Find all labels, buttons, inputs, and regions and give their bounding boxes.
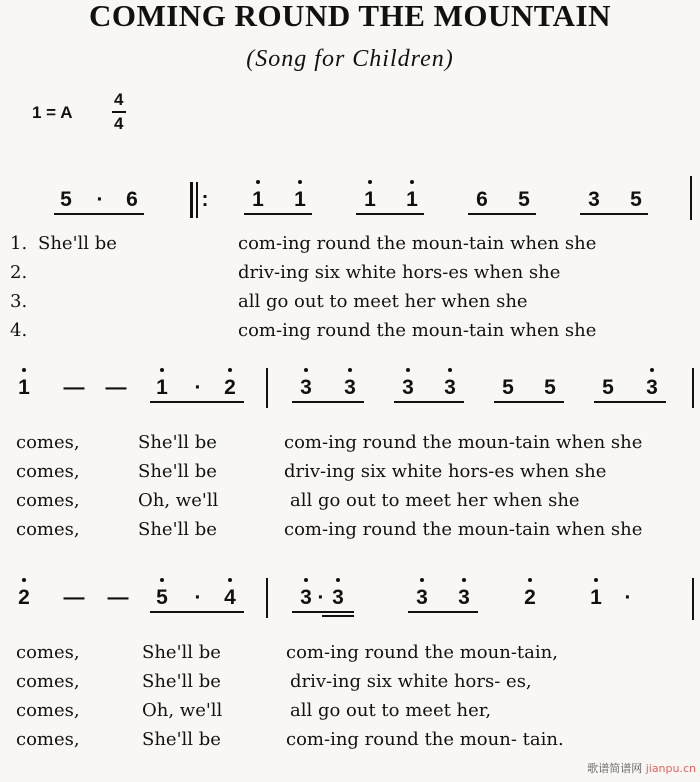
lyric-word: comes, — [16, 642, 80, 663]
lyric-word: comes, — [16, 729, 80, 750]
lyric-word: comes, — [16, 700, 80, 721]
high-octave-dot — [462, 578, 466, 582]
note: 3 — [646, 376, 658, 399]
note: 5 — [518, 188, 530, 211]
high-octave-dot — [594, 578, 598, 582]
lyric-word: She'll be — [138, 461, 217, 482]
dot-note: · — [624, 586, 632, 609]
high-octave-dot — [420, 578, 424, 582]
note: 6 — [476, 188, 488, 211]
verse-number: 1. — [10, 233, 28, 254]
underline — [292, 611, 354, 613]
lyric-word: comes, — [16, 490, 80, 511]
note: 2 — [18, 586, 30, 609]
lyric-line: driv-ing six white hors- es, — [290, 671, 532, 692]
lyric-word: comes, — [16, 461, 80, 482]
high-octave-dot — [22, 368, 26, 372]
time-signature-top: 4 — [114, 90, 124, 109]
note: 3 — [332, 586, 344, 609]
lyric-pickup: She'll be — [38, 233, 117, 254]
high-octave-dot — [448, 368, 452, 372]
barline — [692, 578, 694, 620]
high-octave-dot — [256, 180, 260, 184]
underline — [494, 401, 564, 403]
watermark — [587, 760, 696, 776]
lyric-line: com-ing round the moun-tain when she — [238, 233, 597, 254]
note: 1 — [18, 376, 30, 399]
note: 3 — [416, 586, 428, 609]
note: 5 — [156, 586, 168, 609]
time-signature-bottom: 4 — [114, 114, 124, 133]
high-octave-dot — [22, 578, 26, 582]
repeat-sign: : — [201, 188, 209, 211]
lyric-word: She'll be — [142, 671, 221, 692]
song-subtitle: (Song for Children) — [246, 46, 454, 72]
note: 4 — [224, 586, 236, 609]
underline — [594, 401, 666, 403]
barline — [690, 176, 692, 220]
dash: — — [105, 376, 127, 399]
barline — [266, 368, 268, 408]
verse-number: 2. — [10, 262, 28, 283]
repeat-barline-thick — [190, 182, 193, 218]
note: 2 — [524, 586, 536, 609]
high-octave-dot — [160, 578, 164, 582]
lyric-line: driv-ing six white hors-es when she — [238, 262, 561, 283]
note: 5 — [502, 376, 514, 399]
lyric-word: She'll be — [142, 729, 221, 750]
note: 1 — [406, 188, 418, 211]
barline — [692, 368, 694, 408]
underline — [150, 611, 244, 613]
lyric-line: driv-ing six white hors-es when she — [284, 461, 607, 482]
note: 5 — [630, 188, 642, 211]
note: 5 — [602, 376, 614, 399]
lyric-word: Oh, we'll — [138, 490, 219, 511]
high-octave-dot — [160, 368, 164, 372]
note: 5 — [60, 188, 72, 211]
lyric-line: com-ing round the moun-tain when she — [284, 519, 643, 540]
underline — [580, 213, 648, 215]
dash: — — [63, 586, 85, 609]
high-octave-dot — [228, 368, 232, 372]
lyric-line: com-ing round the moun-tain, — [286, 642, 558, 663]
underline — [356, 213, 424, 215]
key-signature: 1 = A — [32, 103, 73, 122]
song-title: COMING ROUND THE MOUNTAIN — [88, 0, 611, 33]
high-octave-dot — [410, 180, 414, 184]
note: 5 — [544, 376, 556, 399]
note: 3 — [444, 376, 456, 399]
dot-note: · — [194, 376, 202, 399]
dot-note: · — [96, 188, 104, 211]
lyric-line: com-ing round the moun- tain. — [286, 729, 564, 750]
note: 3 — [588, 188, 600, 211]
underline — [54, 213, 144, 215]
watermark-site: 歌谱简谱网 — [587, 762, 643, 775]
lyric-line: all go out to meet her when she — [290, 490, 580, 511]
lyric-word: She'll be — [142, 642, 221, 663]
verse-number: 4. — [10, 320, 28, 341]
underline — [394, 401, 464, 403]
high-octave-dot — [348, 368, 352, 372]
time-signature-rule — [112, 111, 126, 113]
high-octave-dot — [228, 578, 232, 582]
lyric-line: com-ing round the moun-tain when she — [238, 320, 597, 341]
underline — [408, 611, 478, 613]
note: 3 — [458, 586, 470, 609]
dash: — — [63, 376, 85, 399]
watermark-url: jianpu.cn — [645, 762, 696, 775]
note: 3 — [344, 376, 356, 399]
note: 3 — [300, 376, 312, 399]
high-octave-dot — [336, 578, 340, 582]
high-octave-dot — [406, 368, 410, 372]
underline — [468, 213, 536, 215]
note: 1 — [364, 188, 376, 211]
high-octave-dot — [528, 578, 532, 582]
lyric-word: comes, — [16, 671, 80, 692]
note: 3 — [402, 376, 414, 399]
underline — [244, 213, 312, 215]
underline — [292, 401, 364, 403]
lyric-line: all go out to meet her when she — [238, 291, 528, 312]
note: 1 — [294, 188, 306, 211]
note: 1 — [156, 376, 168, 399]
note: 1 — [590, 586, 602, 609]
underline-double — [322, 615, 354, 617]
note: 3 — [300, 586, 312, 609]
dot-note: · — [194, 586, 202, 609]
note: 2 — [224, 376, 236, 399]
high-octave-dot — [298, 180, 302, 184]
note: 1 — [252, 188, 264, 211]
lyric-line: com-ing round the moun-tain when she — [284, 432, 643, 453]
lyric-word: comes, — [16, 432, 80, 453]
high-octave-dot — [368, 180, 372, 184]
verse-number: 3. — [10, 291, 28, 312]
dot-note: · — [317, 586, 325, 609]
lyric-line: all go out to meet her, — [290, 700, 492, 721]
underline — [150, 401, 244, 403]
barline — [266, 578, 268, 618]
lyric-word: She'll be — [138, 519, 217, 540]
lyric-word: Oh, we'll — [142, 700, 223, 721]
high-octave-dot — [304, 368, 308, 372]
lyric-word: comes, — [16, 519, 80, 540]
high-octave-dot — [304, 578, 308, 582]
dash: — — [107, 586, 129, 609]
note: 6 — [126, 188, 138, 211]
lyric-word: She'll be — [138, 432, 217, 453]
high-octave-dot — [650, 368, 654, 372]
